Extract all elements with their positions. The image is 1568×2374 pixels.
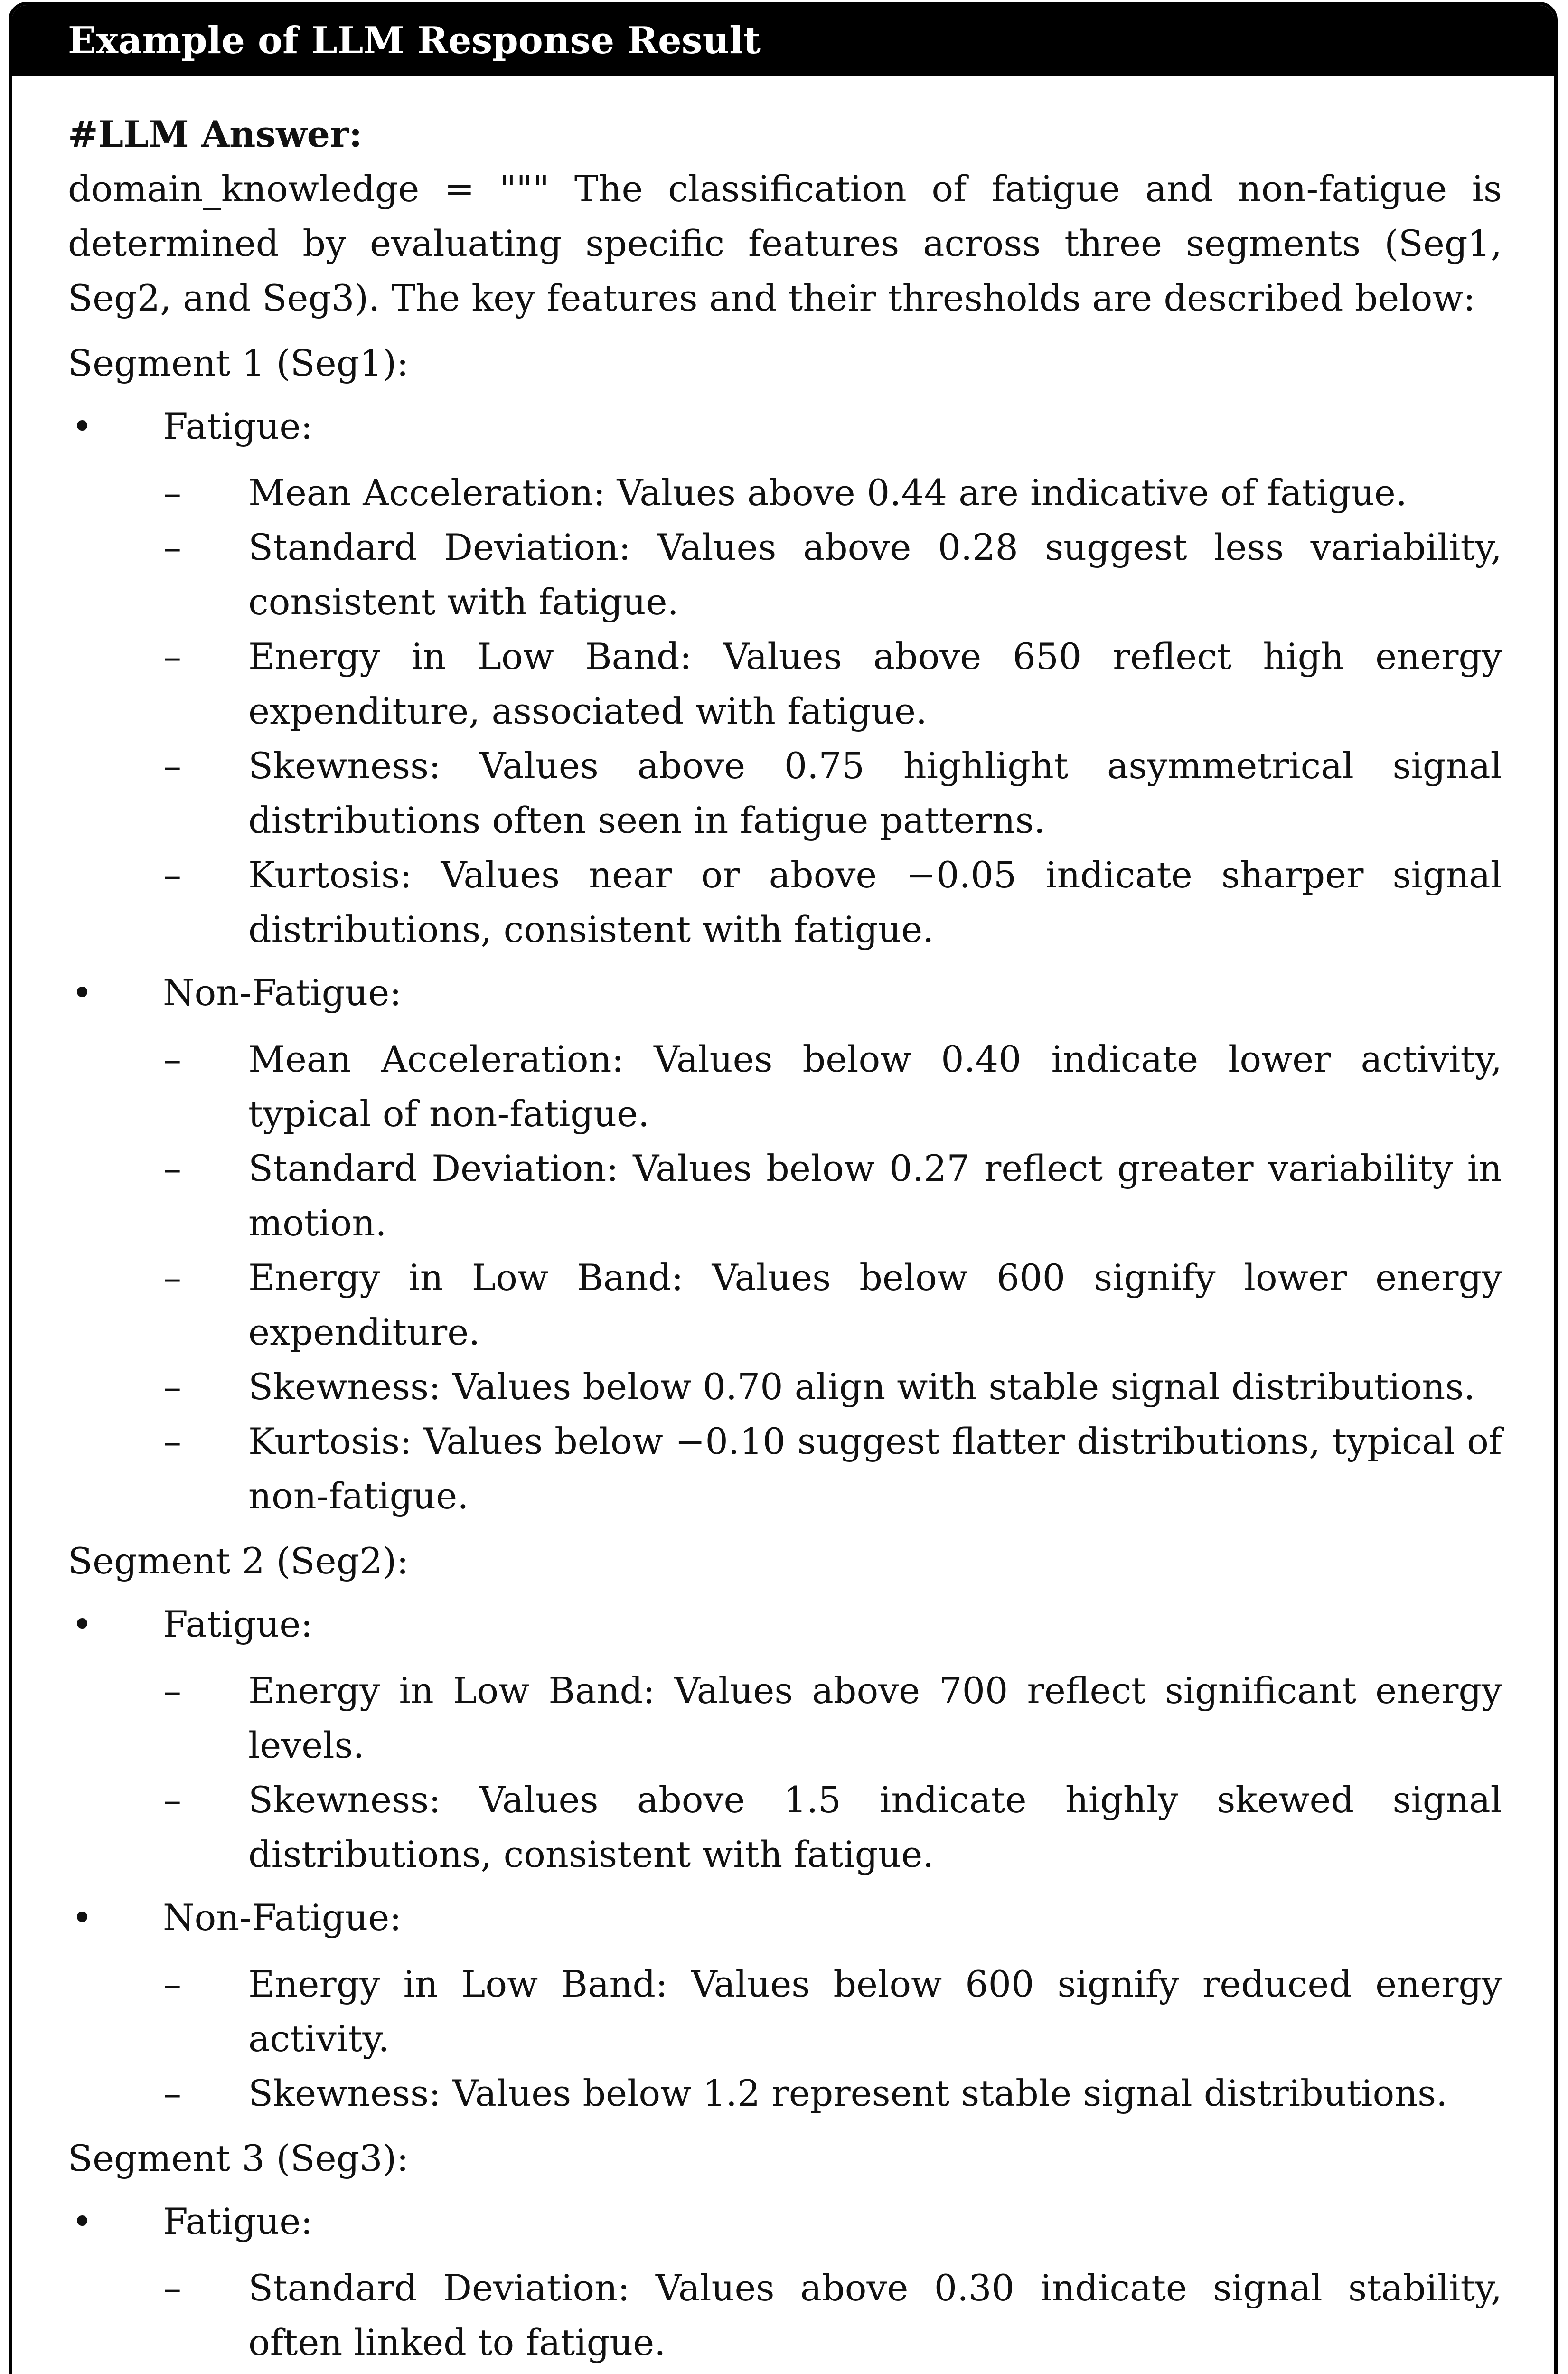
list-item — [68, 1250, 1502, 1359]
list-item-text: Energy in Low Band: Values below 600 signify lower energy expenditure. — [248, 1256, 1502, 1353]
response-content — [12, 76, 1554, 2374]
list-item-text: Energy in Low Band: Values above 700 reflect significant energy levels. — [248, 1669, 1502, 1766]
segment-block — [68, 2131, 1502, 2374]
fatigue-category — [68, 1597, 1502, 1651]
list-item — [68, 465, 1502, 520]
list-item-text: Standard Deviation: Values above 0.28 suggest less variability, consistent with fatigue. — [248, 526, 1502, 623]
list-item-text: Energy in Low Band: Values below 600 signify reduced energy activity. — [248, 1963, 1502, 2060]
dash-icon: – — [163, 1963, 181, 2005]
dash-icon: – — [163, 2267, 181, 2309]
dash-icon: – — [163, 635, 181, 678]
list-item — [68, 848, 1502, 957]
fatigue-item-list — [68, 465, 1502, 957]
list-item-text — [248, 2370, 1502, 2374]
dash-icon: – — [163, 526, 181, 568]
list-item — [68, 2370, 1502, 2374]
answer-label: #LLM Answer: — [68, 113, 363, 155]
dash-icon: – — [163, 1420, 181, 1462]
fatigue-label: Fatigue: — [163, 2200, 313, 2242]
segment-block — [68, 336, 1502, 1523]
bullet-icon: • — [71, 2200, 93, 2242]
segment-heading: Segment 1 (Seg1): — [68, 342, 409, 384]
segment-block — [68, 1534, 1502, 2120]
list-item-text: Energy in Low Band: Values above 650 reflect high energy expenditure, associated with fatigue. — [248, 635, 1502, 732]
bullet-icon: • — [71, 971, 93, 1014]
segment-heading: Segment 2 (Seg2): — [68, 1540, 409, 1582]
list-item-text: Standard Deviation: Values above 0.30 indicate signal stability, often linked to fatigue. — [248, 2267, 1502, 2364]
dash-icon: – — [163, 854, 181, 896]
list-item — [68, 738, 1502, 848]
non-fatigue-label: Non-Fatigue: — [163, 1896, 402, 1939]
fatigue-category — [68, 2194, 1502, 2249]
fatigue-label: Fatigue: — [163, 405, 313, 447]
segment-heading: Segment 3 (Seg3): — [68, 2137, 409, 2179]
list-item — [68, 1414, 1502, 1523]
bullet-icon: • — [71, 1896, 93, 1939]
list-item — [68, 1957, 1502, 2066]
intro-paragraph: domain_knowledge = """ The classification of fatigue and non-fatigue is determined by evaluating specific features across three segments (Seg1, Seg2, and Seg3). The key features and their thresholds are described below: — [68, 168, 1502, 319]
list-item — [68, 1663, 1502, 1772]
segments-container — [68, 336, 1502, 2374]
response-box — [9, 2, 1558, 2374]
list-item — [68, 2261, 1502, 2370]
list-item — [68, 629, 1502, 738]
non-fatigue-category — [68, 1890, 1502, 1945]
dash-icon: – — [163, 1669, 181, 1712]
list-item — [68, 1032, 1502, 1141]
dash-icon: – — [163, 1147, 181, 1189]
non-fatigue-category — [68, 965, 1502, 1020]
list-item-text: Skewness: Values above 0.75 highlight asymmetrical signal distributions often seen in fatigue patterns. — [248, 744, 1502, 841]
list-item — [68, 520, 1502, 629]
non-fatigue-item-list — [68, 1032, 1502, 1523]
dash-icon — [153, 2370, 191, 2374]
fatigue-category — [68, 399, 1502, 453]
list-item-text: Kurtosis: Values near or above −0.05 indicate sharper signal distributions, consistent with fatigue. — [248, 854, 1502, 951]
list-item-text: Skewness: Values below 0.70 align with stable signal distributions. — [248, 1366, 1475, 1408]
box-title: Example of LLM Response Result — [12, 5, 1554, 76]
dash-icon: – — [163, 1779, 181, 1821]
fatigue-item-list — [68, 1663, 1502, 1882]
list-item-text: Skewness: Values above 1.5 indicate highly skewed signal distributions, consistent with fatigue. — [248, 1779, 1502, 1875]
list-item-text: Standard Deviation: Values below 0.27 reflect greater variability in motion. — [248, 1147, 1502, 1244]
list-item-text: Skewness: Values below 1.2 represent stable signal distributions. — [248, 2072, 1448, 2114]
fatigue-label: Fatigue: — [163, 1603, 313, 1645]
bullet-icon: • — [71, 1603, 93, 1645]
list-item — [68, 1772, 1502, 1882]
list-item — [68, 1141, 1502, 1250]
dash-icon: – — [163, 1256, 181, 1299]
list-item-text: Mean Acceleration: Values below 0.40 indicate lower activity, typical of non-fatigue. — [248, 1038, 1502, 1135]
dash-icon: – — [163, 1366, 181, 1408]
dash-icon: – — [163, 744, 181, 787]
dash-icon: – — [163, 2072, 181, 2114]
list-item — [68, 1359, 1502, 1414]
dash-icon: – — [163, 1038, 181, 1080]
dash-icon: – — [163, 471, 181, 514]
non-fatigue-label: Non-Fatigue: — [163, 971, 402, 1014]
fatigue-item-list — [68, 2261, 1502, 2374]
bullet-icon: • — [71, 405, 93, 447]
non-fatigue-item-list — [68, 1957, 1502, 2120]
list-item-text: Kurtosis: Values below −0.10 suggest flatter distributions, typical of non-fatigue. — [248, 1420, 1502, 1517]
list-item — [68, 2066, 1502, 2120]
list-item-text: Mean Acceleration: Values above 0.44 are indicative of fatigue. — [248, 471, 1408, 514]
